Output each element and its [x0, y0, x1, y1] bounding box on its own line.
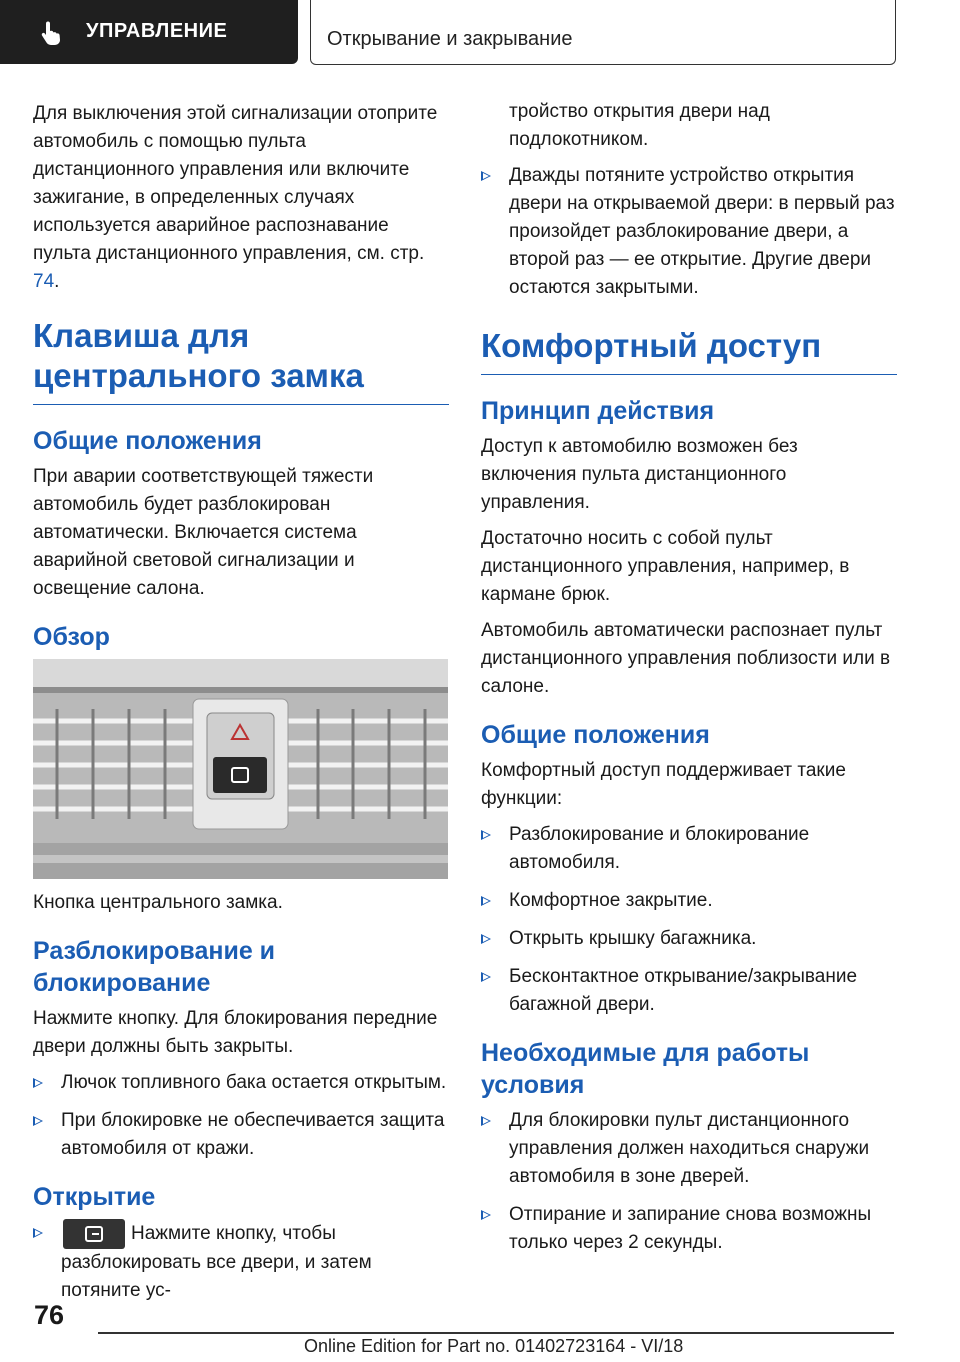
heading-unlock-lock: Разблокирование и блокирование: [33, 937, 276, 997]
open-list: [33, 1219, 449, 1305]
heading-overview: Обзор: [33, 623, 110, 651]
section-tab: [0, 0, 298, 64]
bullet-triangle-icon: [481, 1210, 491, 1220]
bullet-triangle-icon: [33, 1228, 43, 1238]
list-item: Отпирание и запирание снова возможны только через 2 секунды.: [481, 1201, 897, 1257]
section-tab-label: УПРАВЛЕНИЕ: [86, 20, 228, 42]
list-item: Дважды потяните устройство открытия двери на открываемой двери: в первый раз произойдет разблокирование двери, а второй раз — ее открытие. Другие двери остаются закрытыми.: [481, 162, 897, 302]
list-item: Для блокировки пульт дистанционного управления должен находиться снаружи автомобиля в зоне дверей.: [481, 1107, 897, 1191]
general-paragraph: При аварии соответствующей тяжести автомобиль будет разблокирован автоматически. Включается система аварийной световой сигнализации и освещение салона.: [33, 466, 374, 599]
heading-conditions: Необходимые для работы условия: [481, 1039, 810, 1099]
bullet-triangle-icon: [481, 896, 491, 906]
chapter-tab-label: Открывание и закрывание: [327, 28, 573, 50]
principle-paragraph-3: Автомобиль автоматически распознает пульт дистанционного управления поблизости или в салоне.: [481, 620, 891, 697]
bullet-triangle-icon: [481, 972, 491, 982]
section-heading-central-lock: Клавиша для центрального замка: [33, 316, 449, 405]
functions-list: [481, 821, 897, 1019]
list-item: Лючок топливного бака остается открытым.: [33, 1069, 449, 1097]
continued-paragraph: тройство открытия двери над подлокотником.: [509, 101, 770, 150]
bullet-triangle-icon: [33, 1078, 43, 1088]
edition-note: Online Edition for Part no. 01402723164 - VI/18: [304, 1336, 684, 1356]
bullet-triangle-icon: [481, 830, 491, 840]
bullet-triangle-icon: [481, 934, 491, 944]
heading-general-right: Общие положения: [481, 721, 710, 749]
list-item: Бесконтактное открывание/закрывание багажной двери.: [481, 963, 897, 1019]
right-column: [481, 98, 897, 1267]
list-item: Открыть крышку багажника.: [481, 925, 897, 953]
chapter-tab: [310, 0, 896, 65]
principle-paragraph-1: Доступ к автомобилю возможен без включения пульта дистанционного управления.: [481, 436, 798, 513]
bullet-triangle-icon: [481, 171, 491, 181]
unlock-button-icon: [63, 1219, 125, 1249]
unlock-list: [33, 1069, 449, 1163]
list-item: Разблокирование и блокирование автомобиля.: [481, 821, 897, 877]
functions-intro: Комфортный доступ поддерживает такие функции:: [481, 760, 846, 809]
bullet-triangle-icon: [481, 1116, 491, 1126]
left-column: [33, 100, 449, 1315]
list-item: Комфортное закрытие.: [481, 887, 897, 915]
bullet-triangle-icon: [33, 1116, 43, 1126]
hand-pointer-icon: [40, 20, 64, 46]
footer-divider: [98, 1332, 894, 1334]
unlock-paragraph: Нажмите кнопку. Для блокирования передние двери должны быть закрыты.: [33, 1008, 438, 1057]
section-heading-comfort-access: Комфортный доступ: [481, 326, 897, 375]
conditions-list: [481, 1107, 897, 1257]
figure-caption: Кнопка центрального замка.: [33, 892, 283, 913]
page-link[interactable]: 74: [33, 271, 55, 292]
list-item: При блокировке не обеспечивается защита автомобиля от кражи.: [33, 1107, 449, 1163]
principle-paragraph-2: Достаточно носить с собой пульт дистанционного управления, например, в кармане брюк.: [481, 528, 850, 605]
heading-principle: Принцип действия: [481, 397, 715, 425]
heading-general: Общие положения: [33, 427, 262, 455]
intro-paragraph: Для выключения этой сигнализации отоприте автомобиль с помощью пульта дистанционного управления или включите зажигание, в определенных случаях используется аварийное распознавание пульта дистанционного управления, см. стр. 74.: [33, 103, 438, 292]
air-vent-illustration: [33, 659, 448, 879]
continued-list: [481, 162, 897, 302]
page-number: 76: [34, 1300, 65, 1330]
page-header: [0, 0, 960, 66]
central-lock-photo: [33, 659, 448, 879]
heading-opening: Открытие: [33, 1183, 156, 1211]
list-item: Нажмите кнопку, чтобы разблокировать все двери, и затем потяните ус-: [33, 1219, 449, 1305]
